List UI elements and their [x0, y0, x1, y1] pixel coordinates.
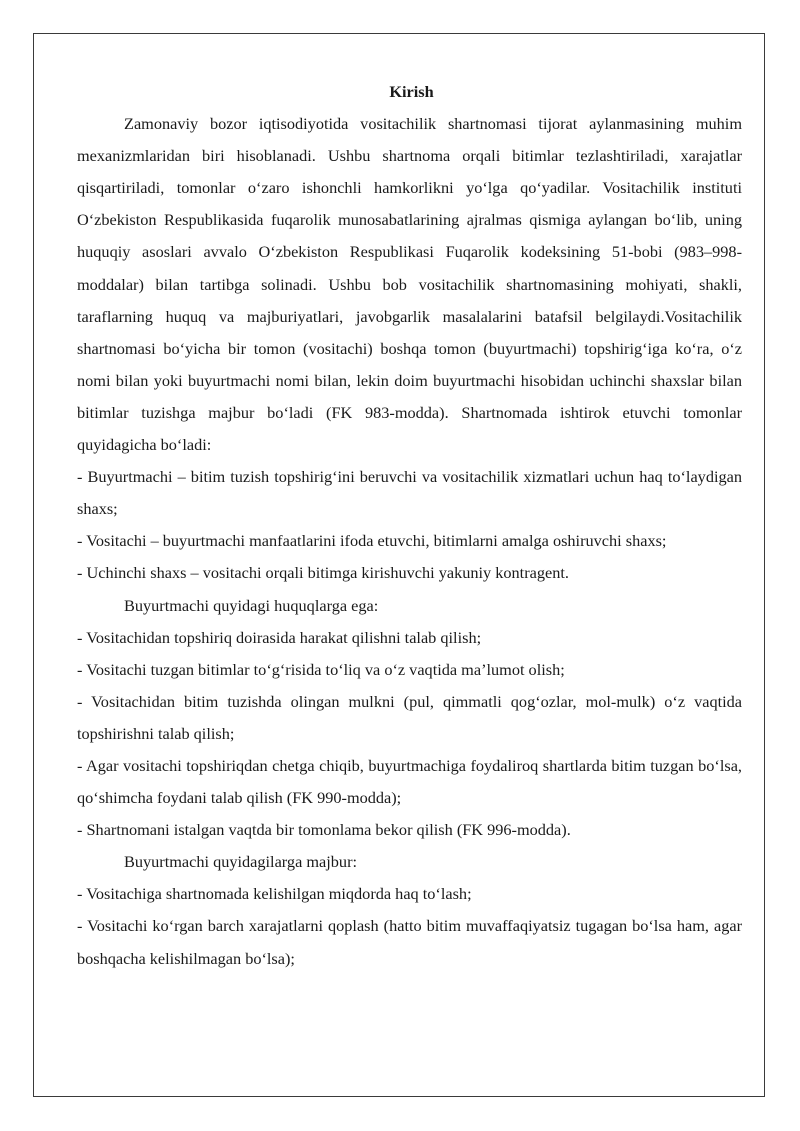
list-item: - Vositachidan topshiriq doirasida harakat qilishni talab qilish; [77, 627, 482, 647]
list-item: - Agar vositachi topshiriqdan chetga chiqib, buyurtmachiga foydaliroq shartlarda bitim tuzgan bo‘lsa, qo‘shimcha foydani talab qilish (FK 990-modda); [77, 755, 742, 808]
document-page [33, 33, 765, 1097]
list-item: - Buyurtmachi – bitim tuzish topshirig‘ini beruvchi va vositachilik xizmatlari uchun haq to‘laydigan shaxs; [77, 467, 742, 519]
list-item: - Vositachi ko‘rgan barch xarajatlarni qoplash (hatto bitim muvaffaqiyatsiz tugagan bo‘lsa ham, agar boshqacha kelishilmagan bo‘lsa); [77, 916, 742, 968]
intro-paragraph: Zamonaviy bozor iqtisodiyotida vositachilik shartnomasi tijorat aylanmasining muhim mexanizmlaridan biri hisoblanadi. Ushbu shartnoma orqali bitimlar tezlashtiriladi, xarajatlar qisqartiriladi, tomonlar o‘zaro ishonchli hamkorlikni yo‘lga qo‘yadilar. Vositachilik instituti O‘zbekiston Respublikasida fuqarolik munosabatlarining ajralmas qismiga aylangan bo‘lib, uning huquqiy asoslari avvalo O‘zbekiston Respublikasi Fuqarolik kodeksining 51-bobi (983–998-moddalar) bilan tartibga solinadi. Ushbu bob vositachilik shartnomasining mohiyati, shakli, taraflarning huquq va majburiyatlari, javobgarlik masalalarini batafsil belgilaydi.Vositachilik shartnomasi bo‘yicha bir tomon (vositachi) boshqa tomon (buyurtmachi) topshirig‘iga ko‘ra, o‘z nomi bilan yoki buyurtmachi nomi bilan, lekin doim buyurtmachi hisobidan uchinchi shaxslar bilan bitimlar tuzishga majbur bo‘ladi (FK 983-modda). Shartnomada ishtirok etuvchi tomonlar quyidagicha bo‘ladi: [77, 114, 742, 455]
list-item: - Vositachiga shartnomada kelishilgan miqdorda haq to‘lash; [77, 884, 472, 904]
list-item: - Vositachi tuzgan bitimlar to‘g‘risida to‘liq va o‘z vaqtida ma’lumot olish; [77, 659, 565, 679]
list-item: - Vositachidan bitim tuzishda olingan mulkni (pul, qimmatli qog‘ozlar, mol-mulk) o‘z vaqtida topshirishni talab qilish; [77, 691, 742, 743]
section-lead: Buyurtmachi quyidagilarga majbur: [124, 852, 358, 872]
list-item: - Vositachi – buyurtmachi manfaatlarini ifoda etuvchi, bitimlarni amalga oshiruvchi shaxs; [77, 531, 667, 551]
document-body [77, 76, 742, 975]
section-lead: Buyurtmachi quyidagi huquqlarga ega: [124, 595, 379, 615]
list-item: - Shartnomani istalgan vaqtda bir tomonlama bekor qilish (FK 996-modda). [77, 820, 571, 840]
list-item: - Uchinchi shaxs – vositachi orqali bitimga kirishuvchi yakuniy kontragent. [77, 563, 569, 583]
page-title: Kirish [389, 82, 434, 101]
